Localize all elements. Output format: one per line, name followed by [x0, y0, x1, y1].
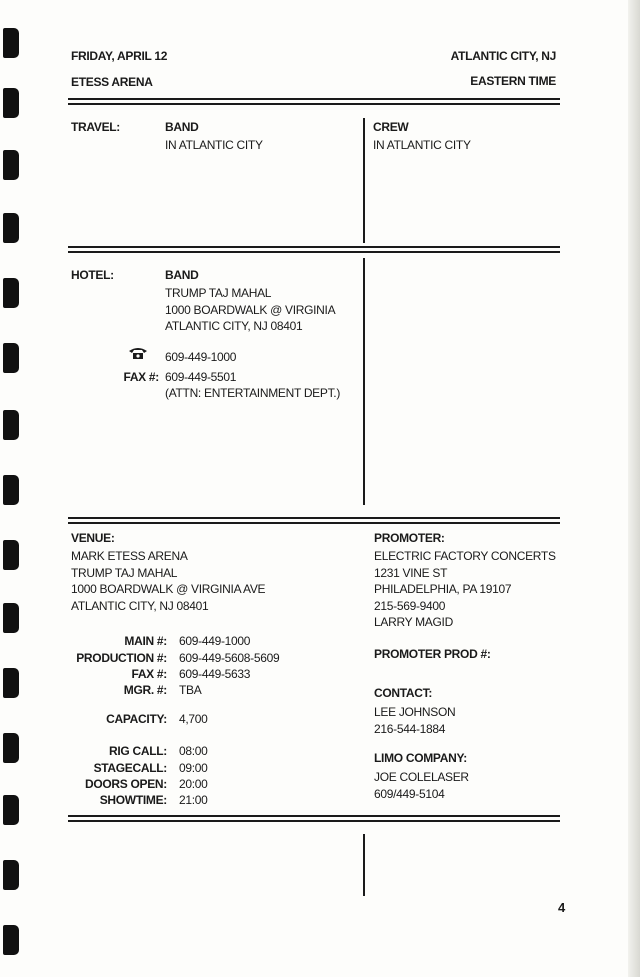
venue-label: VENUE:	[71, 531, 115, 545]
venue-address-line: ATLANTIC CITY, NJ 08401	[71, 598, 209, 613]
hotel-address-line: 1000 BOARDWALK @ VIRGINIA	[165, 302, 336, 317]
production-phone-value: 609-449-5608-5609	[179, 651, 280, 665]
binding-ring	[3, 925, 19, 955]
divider	[68, 815, 560, 817]
stagecall-value: 09:00	[179, 761, 208, 775]
travel-crew-heading: CREW	[373, 120, 409, 134]
binding-ring	[3, 860, 19, 890]
promoter-line: LARRY MAGID	[374, 615, 453, 629]
venue-fax-value: 609-449-5633	[179, 667, 251, 681]
divider	[68, 246, 560, 248]
binding-ring	[3, 88, 19, 118]
hotel-band-heading: BAND	[165, 268, 199, 282]
limo-line: JOE COLELASER	[374, 770, 469, 784]
page-number: 4	[558, 900, 565, 915]
production-phone-label: PRODUCTION #:	[76, 651, 167, 665]
showtime-value: 21:00	[179, 793, 208, 807]
header-location: ATLANTIC CITY, NJ	[450, 49, 556, 63]
promoter-line: 1231 VINE ST	[374, 565, 448, 580]
hotel-address-line: ATLANTIC CITY, NJ 08401	[165, 319, 303, 333]
header-timezone: EASTERN TIME	[470, 74, 556, 88]
divider	[68, 522, 560, 524]
binding-ring	[3, 668, 19, 698]
hotel-fax-note: (ATTN: ENTERTAINMENT DEPT.)	[165, 386, 341, 400]
doors-open-label: DOORS OPEN:	[84, 777, 167, 791]
page-edge	[628, 0, 640, 977]
hotel-phone: 609-449-1000	[165, 350, 237, 364]
binding-ring	[3, 28, 19, 58]
travel-band-text: IN ATLANTIC CITY	[165, 138, 263, 152]
binding-ring	[3, 540, 19, 570]
hotel-address	[165, 285, 335, 335]
contact-label: CONTACT:	[374, 686, 433, 700]
promoter-label: PROMOTER:	[374, 531, 445, 545]
manager-phone-value: TBA	[179, 683, 202, 697]
limo-line: 609/449-5104	[374, 786, 445, 801]
promoter-prod-label: PROMOTER PROD #:	[374, 647, 491, 661]
binding-ring	[3, 410, 19, 440]
binding-ring	[3, 343, 19, 373]
divider	[68, 103, 560, 105]
promoter-details	[374, 548, 556, 631]
binding-ring	[3, 475, 19, 505]
binding-ring	[3, 733, 19, 763]
telephone-icon	[128, 346, 148, 360]
limo-details	[374, 769, 469, 802]
binding-ring	[3, 795, 19, 825]
header-date: FRIDAY, APRIL 12	[71, 49, 168, 63]
binding-ring	[3, 603, 19, 633]
divider	[68, 98, 560, 100]
binding-ring	[3, 278, 19, 308]
hotel-fax-label: FAX #:	[123, 370, 159, 384]
divider	[68, 251, 560, 253]
binding-ring	[3, 213, 19, 243]
stagecall-label: STAGECALL:	[93, 761, 167, 775]
column-divider	[363, 118, 365, 243]
venue-address-line: MARK ETESS ARENA	[71, 549, 188, 563]
capacity-label: CAPACITY:	[106, 712, 167, 726]
capacity-value: 4,700	[179, 712, 208, 726]
divider	[68, 517, 560, 519]
main-phone-label: MAIN #:	[124, 634, 167, 648]
contact-line: 216-544-1884	[374, 721, 446, 736]
hotel-fax: 609-449-5501	[165, 370, 237, 384]
rig-call-label: RIG CALL:	[109, 744, 167, 758]
main-phone-value: 609-449-1000	[179, 634, 251, 648]
travel-band-heading: BAND	[165, 120, 199, 134]
promoter-line: PHILADELPHIA, PA 19107	[374, 582, 512, 596]
promoter-line: ELECTRIC FACTORY CONCERTS	[374, 549, 556, 563]
venue-fax-label: FAX #:	[131, 667, 167, 681]
spiral-binding	[0, 0, 28, 977]
travel-label: TRAVEL:	[71, 120, 121, 134]
contact-line: LEE JOHNSON	[374, 705, 456, 719]
manager-phone-label: MGR. #:	[123, 683, 167, 697]
venue-address-line: 1000 BOARDWALK @ VIRGINIA AVE	[71, 582, 266, 596]
header-venue: ETESS ARENA	[71, 75, 153, 89]
binding-ring	[3, 150, 19, 180]
divider	[68, 820, 560, 822]
contact-details	[374, 704, 455, 737]
doors-open-value: 20:00	[179, 777, 208, 791]
hotel-label: HOTEL:	[71, 268, 114, 282]
rig-call-value: 08:00	[179, 744, 208, 758]
travel-crew-text: IN ATLANTIC CITY	[373, 138, 471, 152]
column-divider	[363, 258, 365, 505]
venue-address	[71, 548, 265, 614]
venue-address-line: TRUMP TAJ MAHAL	[71, 565, 178, 580]
column-divider	[363, 834, 365, 896]
promoter-line: 215-569-9400	[374, 598, 446, 613]
limo-label: LIMO COMPANY:	[374, 751, 467, 765]
showtime-label: SHOWTIME:	[99, 793, 167, 807]
hotel-address-line: TRUMP TAJ MAHAL	[165, 286, 272, 300]
